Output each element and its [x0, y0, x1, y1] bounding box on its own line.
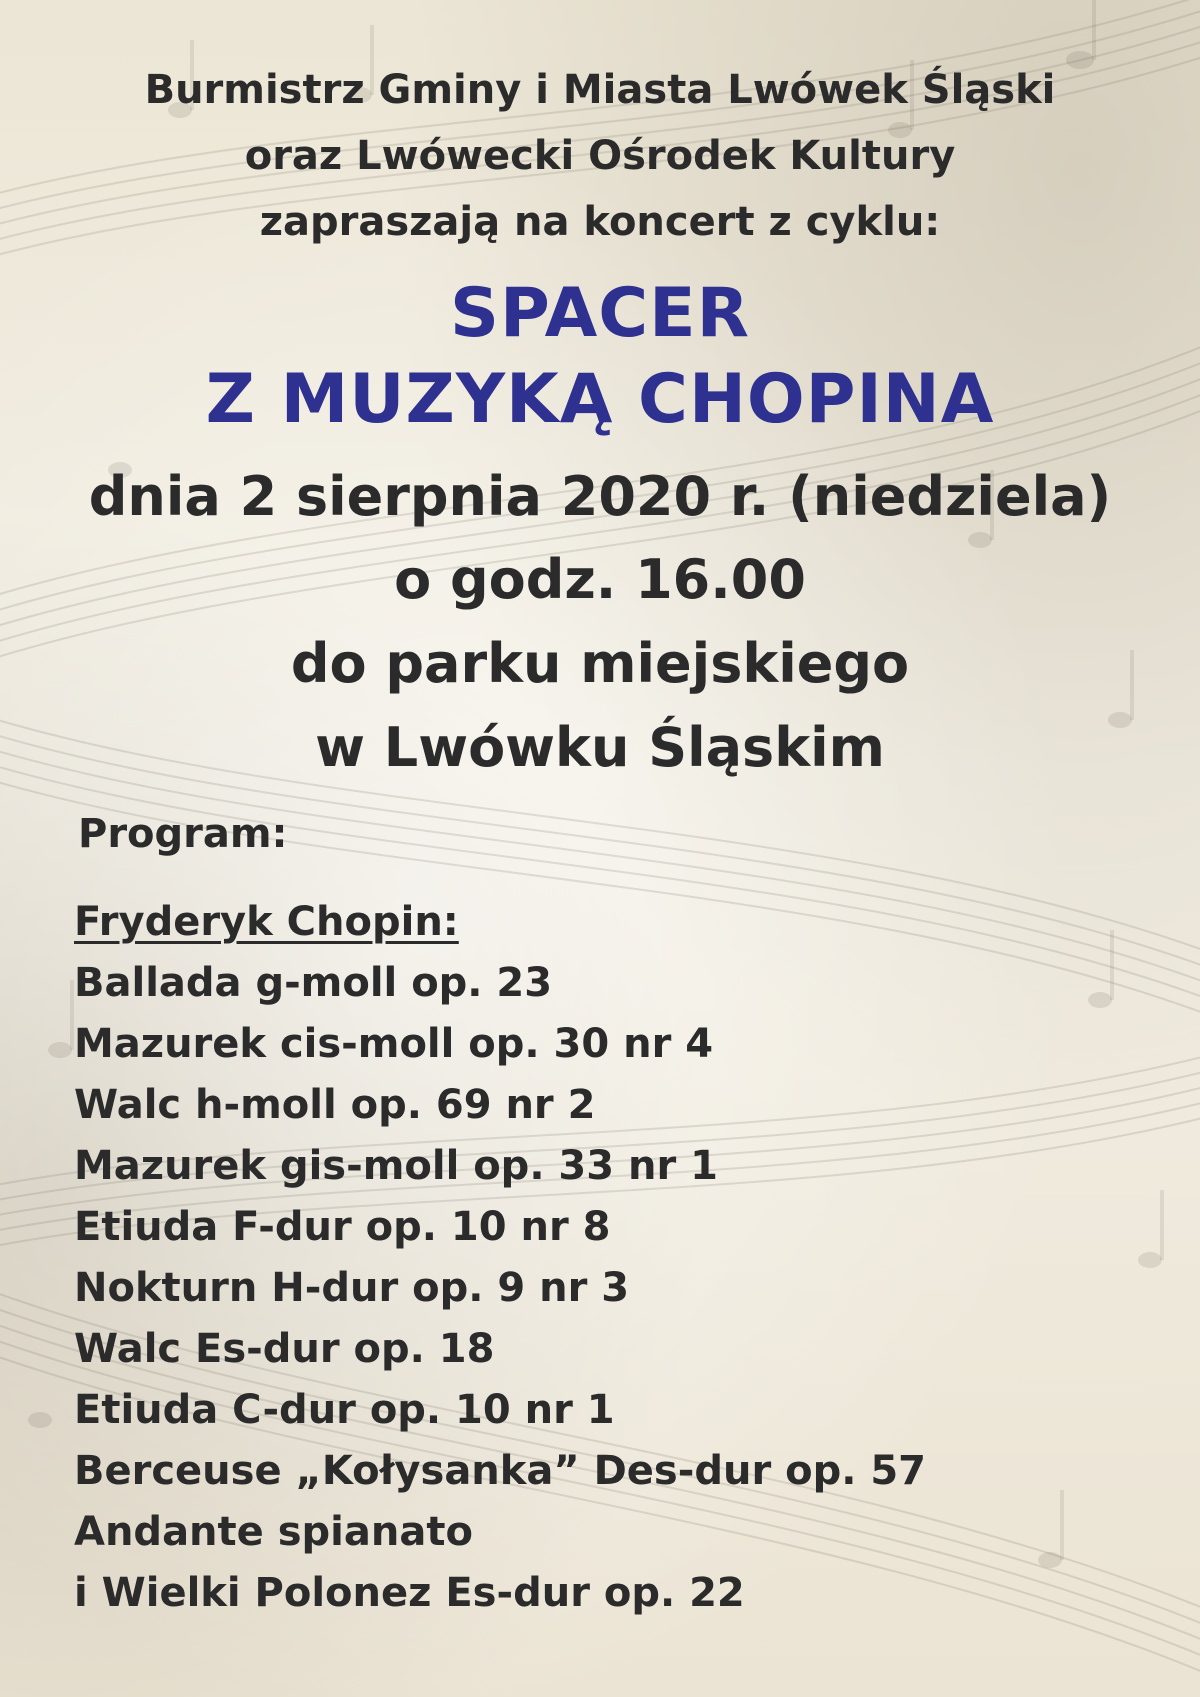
event-place-line-2: w Lwówku Śląskim	[315, 716, 885, 779]
concert-title-line-2: Z MUZYKĄ CHOPINA	[205, 360, 995, 439]
program-item: Nokturn H-dur op. 9 nr 3	[74, 1265, 630, 1311]
program-item: Walc Es-dur op. 18	[74, 1326, 495, 1372]
organizer-line-1: Burmistrz Gminy i Miasta Lwówek Śląski	[144, 67, 1056, 113]
program-item: Ballada g-moll op. 23	[74, 960, 553, 1006]
invitation-line: zapraszają na koncert z cyklu:	[259, 199, 941, 245]
program-item: Walc h-moll op. 69 nr 2	[74, 1082, 596, 1128]
organizer-line-2: oraz Lwówecki Ośrodek Kultury	[244, 133, 956, 179]
program-item: Berceuse „Kołysanka” Des-dur op. 57	[74, 1448, 926, 1494]
program-label: Program:	[78, 811, 288, 857]
event-time: o godz. 16.00	[394, 548, 806, 611]
program-item: i Wielki Polonez Es-dur op. 22	[74, 1570, 745, 1616]
program-item: Andante spianato	[74, 1509, 473, 1555]
program-item: Mazurek gis-moll op. 33 nr 1	[74, 1143, 718, 1189]
event-place-line-1: do parku miejskiego	[290, 632, 910, 695]
composer-name: Fryderyk Chopin:	[74, 899, 459, 945]
program-item: Etiuda C-dur op. 10 nr 1	[74, 1387, 615, 1433]
program-item: Etiuda F-dur op. 10 nr 8	[74, 1204, 611, 1250]
concert-title-line-1: SPACER	[450, 274, 750, 353]
event-date: dnia 2 sierpnia 2020 r. (niedziela)	[88, 465, 1112, 528]
program-item: Mazurek cis-moll op. 30 nr 4	[74, 1021, 714, 1067]
